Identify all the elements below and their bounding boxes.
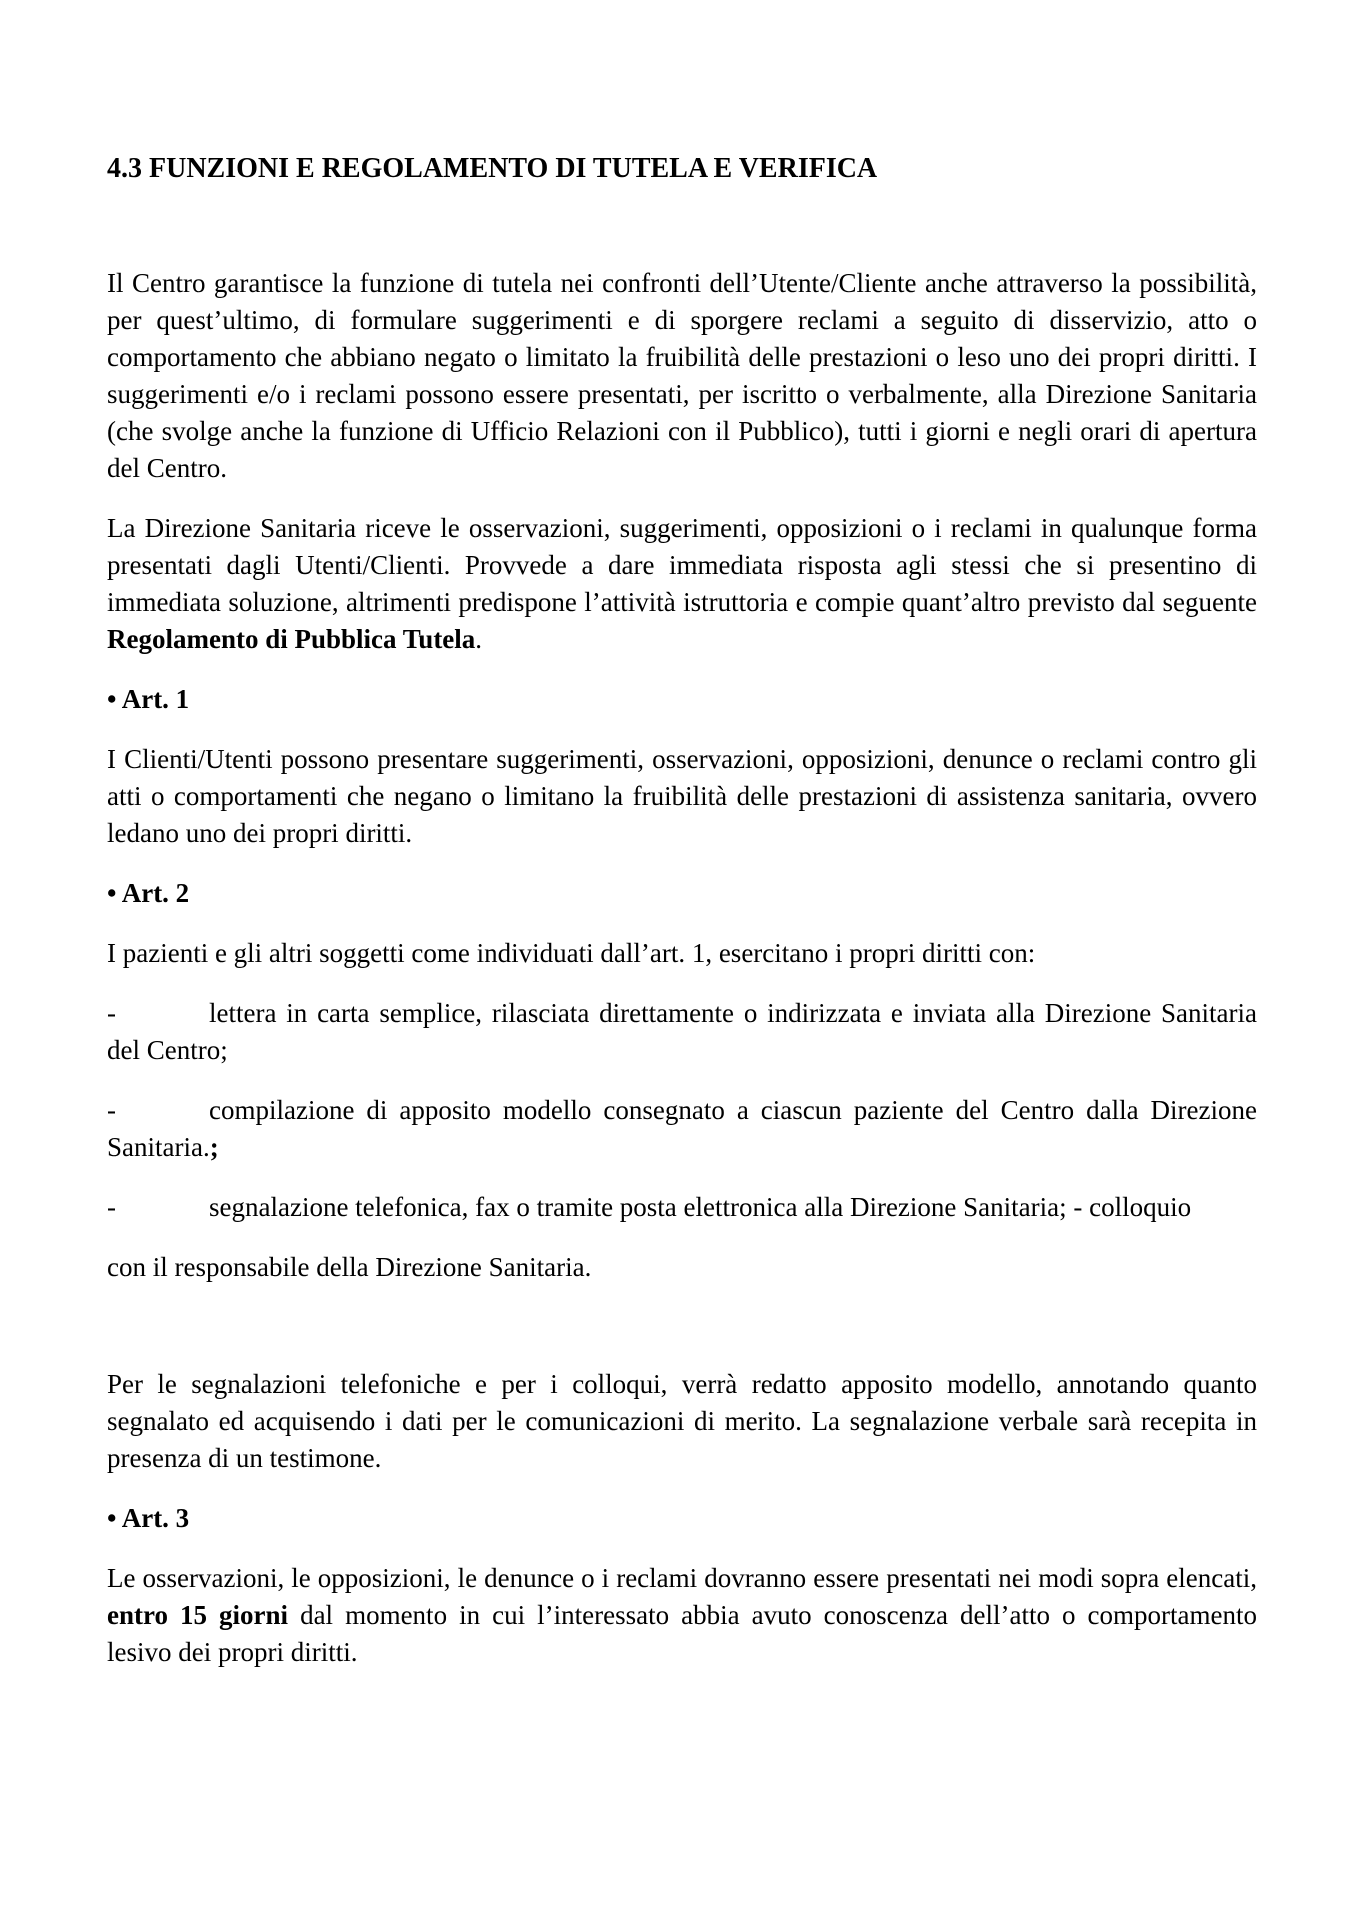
art1-heading: • Art. 1 <box>107 684 190 714</box>
art3-body-text-pre: Le osservazioni, le opposizioni, le denunce o i reclami dovranno essere presentati nei modi sopra elencati, <box>107 1563 1257 1593</box>
art3-body-text-post: dal momento in cui l’interessato abbia avuto conoscenza dell’atto o comportamento lesivo dei propri diritti. <box>107 1600 1257 1667</box>
list-dash-marker: - <box>107 998 116 1028</box>
list-item-compilazione-text: compilazione di apposito modello consegnato a ciascun paziente del Centro dalla Direzione Sanitaria. <box>107 1095 1257 1162</box>
paragraph-direzione-text: La Direzione Sanitaria riceve le osservazioni, suggerimenti, opposizioni o i reclami in qualunque forma presentati dagli Utenti/Clienti. Provvede a dare immediata risposta agli stessi che si presentino di immediata soluzione, altrimenti predispone l’attività istruttoria e compie quant’altro previsto dal seguente <box>107 513 1257 617</box>
list-item-compilazione <box>107 1092 1257 1166</box>
list-item-segnalazione-text: segnalazione telefonica, fax o tramite posta elettronica alla Direzione Sanitaria; - colloquio <box>209 1192 1192 1222</box>
art1-body: I Clienti/Utenti possono presentare suggerimenti, osservazioni, opposizioni, denunce o reclami contro gli atti o comportamenti che negano o limitano la fruibilità delle prestazioni di assistenza sanitaria, ovvero ledano uno dei propri diritti. <box>107 744 1257 848</box>
paragraph-direzione-period: . <box>475 624 483 654</box>
list-item-lettera <box>107 995 1257 1069</box>
paragraph-segnalazioni-telefoniche: Per le segnalazioni telefoniche e per i colloqui, verrà redatto apposito modello, annotando quanto segnalato ed acquisendo i dati per le comunicazioni di merito. La segnalazione verbale sarà recepita in presenza di un testimone. <box>107 1369 1257 1473</box>
art3-heading: • Art. 3 <box>107 1503 190 1533</box>
art2-heading: • Art. 2 <box>107 878 190 908</box>
art3-body <box>107 1560 1257 1671</box>
list-dash-marker: - <box>107 1095 116 1125</box>
regolamento-bold-text: Regolamento di Pubblica Tutela <box>107 624 476 654</box>
paragraph-direzione-sanitaria <box>107 510 1257 658</box>
art2-intro: I pazienti e gli altri soggetti come individuati dall’art. 1, esercitano i propri diritti con: <box>107 938 1036 968</box>
list-item-segnalazione <box>107 1189 1257 1226</box>
section-title: 4.3 FUNZIONI E REGOLAMENTO DI TUTELA E VERIFICA <box>107 153 878 184</box>
list-continuation-colloquio: con il responsabile della Direzione Sanitaria. <box>107 1252 592 1282</box>
paragraph-tutela-intro: Il Centro garantisce la funzione di tutela nei confronti dell’Utente/Cliente anche attraverso la possibilità, per quest’ultimo, di formulare suggerimenti e di sporgere reclami a seguito di disservizio, atto o comportamento che abbiano negato o limitato la fruibilità delle prestazioni o leso uno dei propri diritti. I suggerimenti e/o i reclami possono essere presentati, per iscritto o verbalmente, alla Direzione Sanitaria (che svolge anche la funzione di Ufficio Relazioni con il Pubblico), tutti i giorni e negli orari di apertura del Centro. <box>107 268 1257 483</box>
list-dash-marker: - <box>107 1192 116 1222</box>
art3-entro-15-giorni-bold: entro 15 giorni <box>107 1600 289 1630</box>
list-item-lettera-text: lettera in carta semplice, rilasciata direttamente o indirizzata e inviata alla Direzione Sanitaria del Centro; <box>107 998 1257 1065</box>
list-item-compilazione-bold-semicolon: ; <box>209 1132 219 1162</box>
